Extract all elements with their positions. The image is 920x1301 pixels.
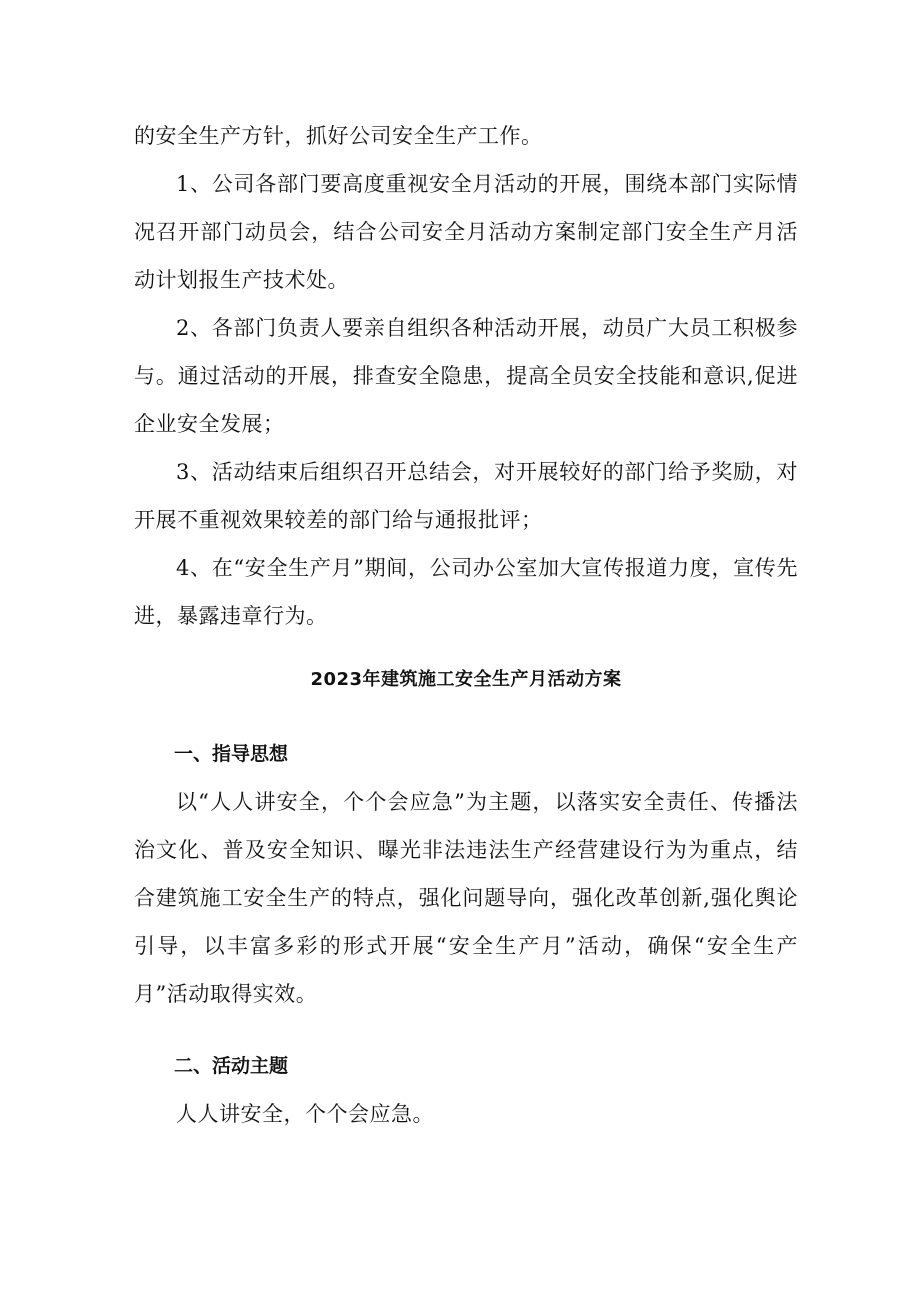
paragraph-continuation: 的安全生产方针，抓好公司安全生产工作。 <box>134 124 543 148</box>
paragraph-item-3: 3、活动结束后组织召开总结会，对开展较好的部门给予奖励，对开展不重视效果较差的部门给与通报批评； <box>134 460 798 532</box>
document-body <box>134 112 798 1138</box>
paragraph-item-4: 4、在“安全生产月”期间，公司办公室加大宣传报道力度，宣传先进，暴露违章行为。 <box>134 556 798 628</box>
section-body-activity-theme: 人人讲安全，个个会应急。 <box>176 1102 434 1126</box>
paragraph-item-1: 1、公司各部门要高度重视安全月活动的开展，围绕本部门实际情况召开部门动员会，结合公司安全月活动方案制定部门安全生产月活动计划报生产技术处。 <box>134 172 798 292</box>
section-heading-activity-theme: 二、活动主题 <box>174 1055 289 1077</box>
document-title: 2023年建筑施工安全生产月活动方案 <box>310 669 622 690</box>
paragraph-item-2: 2、各部门负责人要亲自组织各种活动开展，动员广大员工积极参与。通过活动的开展，排查安全隐患，提高全员安全技能和意识,促进企业安全发展； <box>134 316 798 436</box>
section-body-guiding-ideology: 以“人人讲安全，个个会应急”为主题，以落实安全责任、传播法治文化、普及安全知识、曝光非法违法生产经营建设行为为重点，结合建筑施工安全生产的特点，强化问题导向，强化改革创新,强化舆论引导，以丰富多彩的形式开展“安全生产月”活动，确保“安全生产月”活动取得实效。 <box>134 790 798 1006</box>
section-heading-guiding-ideology: 一、指导思想 <box>174 743 289 765</box>
